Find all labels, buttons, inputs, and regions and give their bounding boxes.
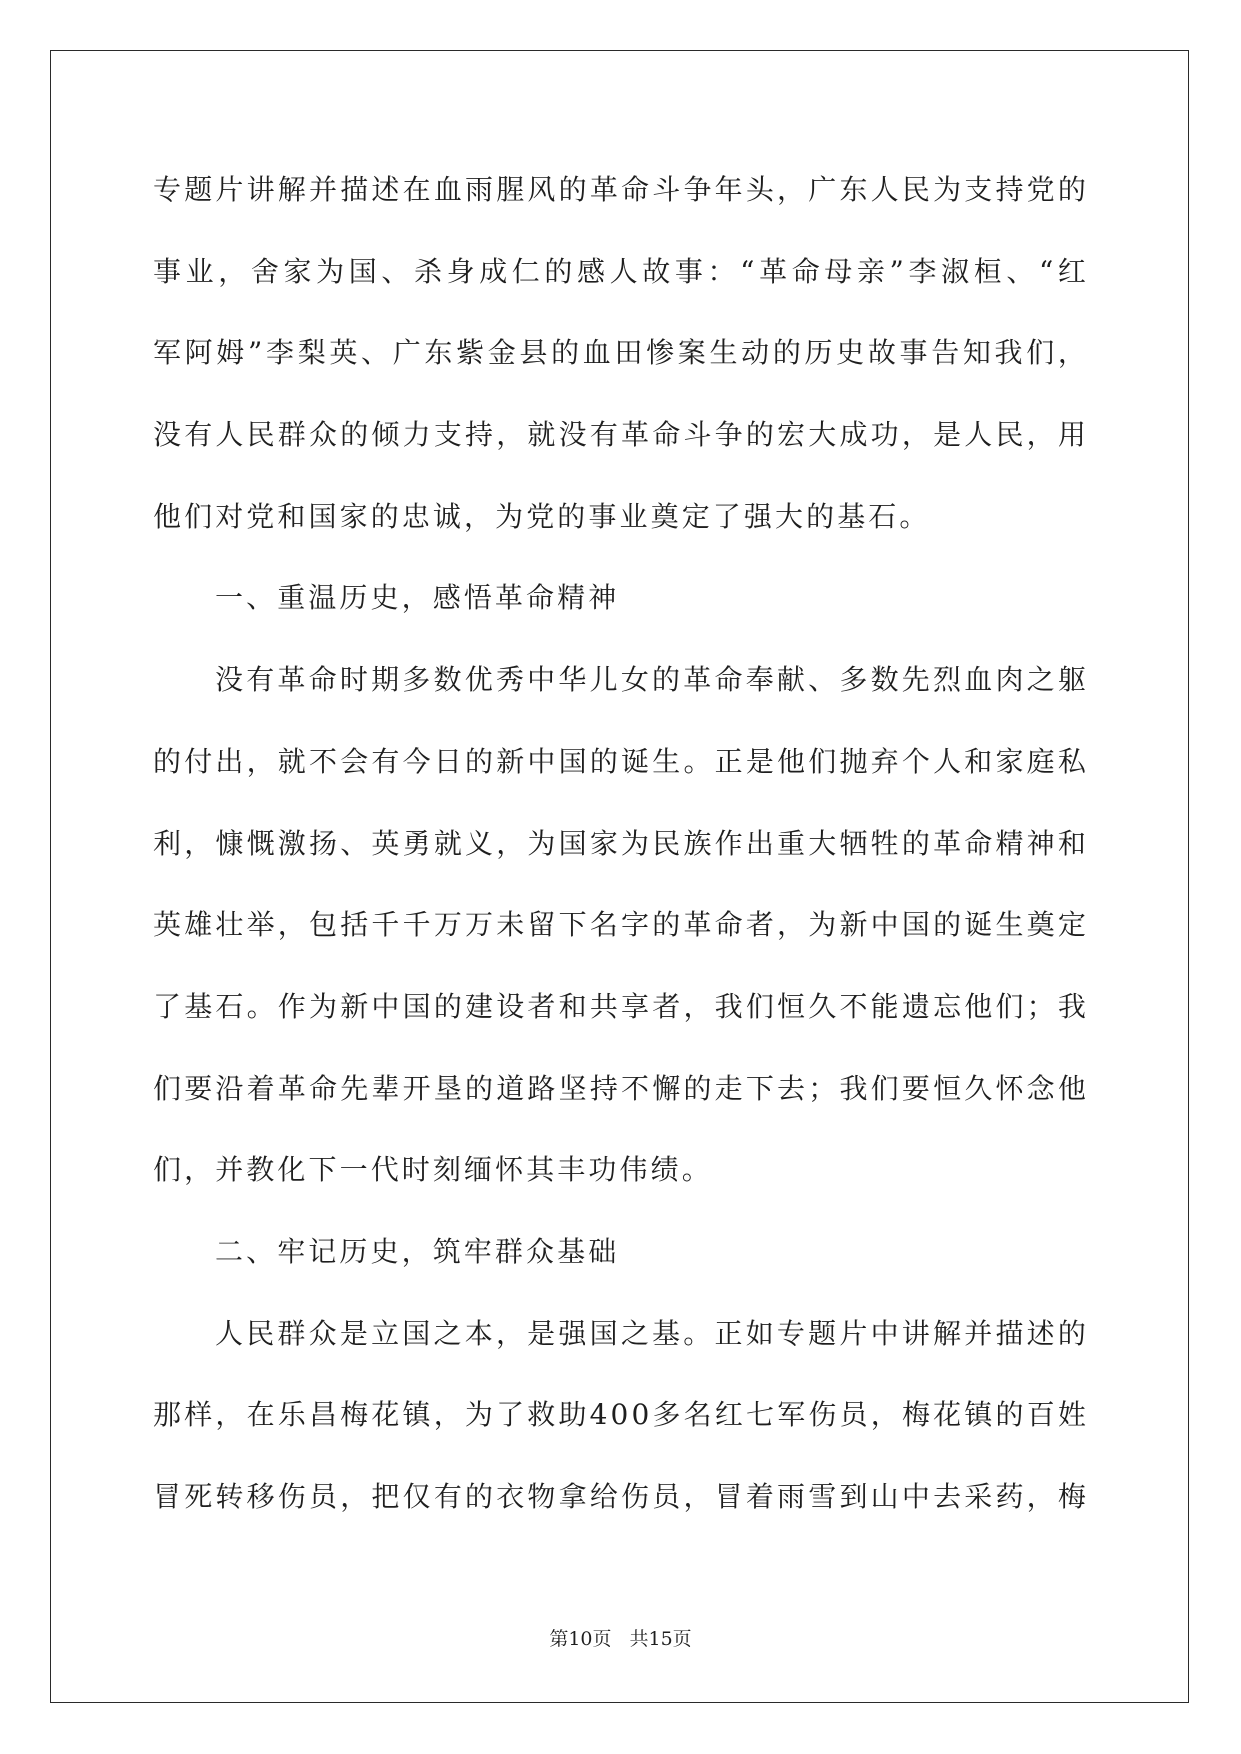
page-total: 共15页 xyxy=(629,1628,692,1650)
body-line: 的付出，就不会有今日的新中国的诞生。正是他们抛弃个人和家庭私 xyxy=(153,744,1089,778)
body-line: 利，慷慨激扬、英勇就义，为国家为民族作出重大牺牲的革命精神和 xyxy=(153,826,1089,860)
body-line: 们，并教化下一代时刻缅怀其丰功伟绩。 xyxy=(153,1153,713,1187)
body-line: 了基石。作为新中国的建设者和共享者，我们恒久不能遗忘他们；我 xyxy=(153,989,1089,1023)
body-line: 事业，舍家为国、杀身成仁的感人故事：“革命母亲”李淑桓、“红 xyxy=(153,254,1089,288)
body-line: 们要沿着革命先辈开垦的道路坚持不懈的走下去；我们要恒久怀念他 xyxy=(153,1071,1089,1105)
paragraph xyxy=(153,1293,1089,1538)
body-line: 人民群众是立国之本，是强国之基。正如专题片中讲解并描述的 xyxy=(215,1316,1089,1350)
body-line: 冒死转移伤员，把仅有的衣物拿给伤员，冒着雨雪到山中去采药，梅 xyxy=(153,1480,1089,1513)
paragraph xyxy=(153,639,1089,1211)
body-line: 那样，在乐昌梅花镇，为了救助400多名红七军伤员，梅花镇的百姓 xyxy=(153,1398,1089,1432)
paragraph xyxy=(153,149,1089,557)
page-footer xyxy=(0,1626,1241,1652)
body-line: 没有革命时期多数优秀中华儿女的革命奉献、多数先烈血肉之躯 xyxy=(215,663,1089,697)
body-line: 专题片讲解并描述在血雨腥风的革命斗争年头，广东人民为支持党的 xyxy=(153,173,1089,206)
page-number: 第10页 xyxy=(549,1628,612,1650)
section-heading: 二、牢记历史，筑牢群众基础 xyxy=(215,1234,620,1268)
body-line: 没有人民群众的倾力支持，就没有革命斗争的宏大成功，是人民，用 xyxy=(153,418,1089,452)
body-line: 英雄壮举，包括千千万万未留下名字的革命者，为新中国的诞生奠定 xyxy=(153,908,1089,942)
body-line: 军阿姆”李梨英、广东紫金县的血田惨案生动的历史故事告知我们， xyxy=(153,336,1089,370)
body-line: 他们对党和国家的忠诚，为党的事业奠定了强大的基石。 xyxy=(153,499,931,533)
document-body xyxy=(153,149,1089,1538)
section-heading: 一、重温历史，感悟革命精神 xyxy=(215,581,620,615)
